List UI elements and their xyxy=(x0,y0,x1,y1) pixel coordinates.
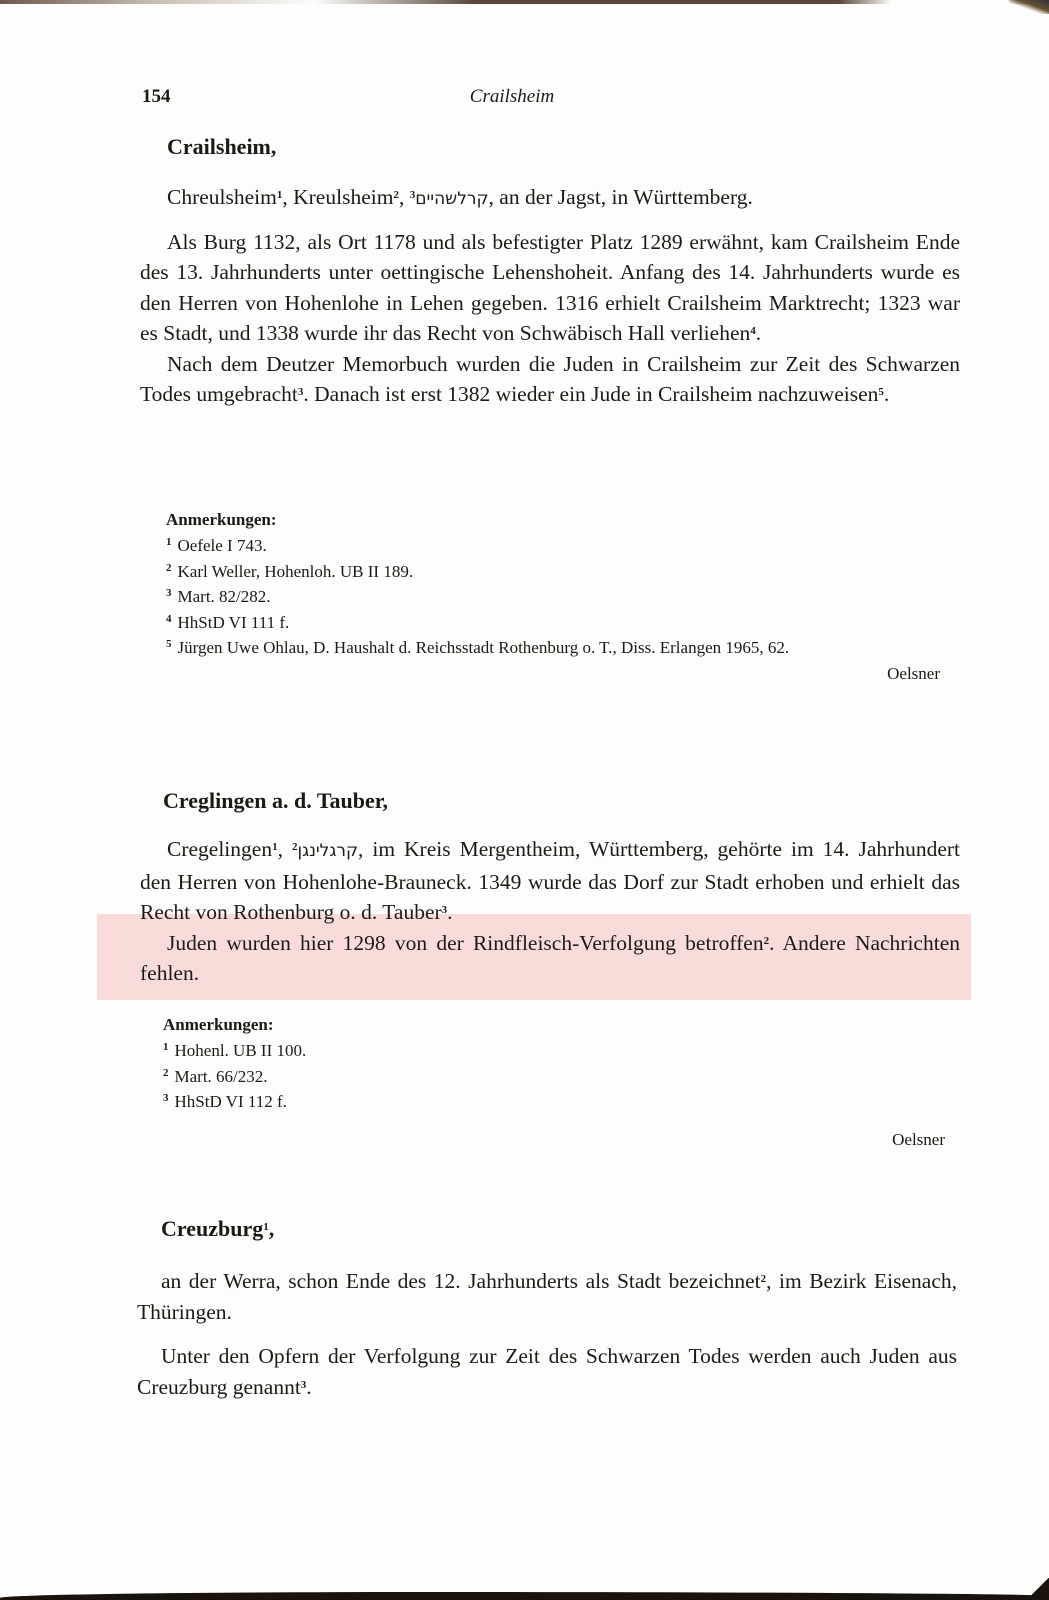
page-bottom-edge xyxy=(0,1592,1049,1600)
page-corner-shadow xyxy=(1009,0,1049,14)
body-paragraph: Cregelingen$^1$, קרגלינגן$^2$ , im Kreis Mergentheim, Württemberg, gehörte im 14. Jahrhundert den Herren von Hohenlohe-Brauneck. 1349 wurde das Dorf zur Stadt erhoben und erhielt das Recht von Rothenburg o. d. Tauber$^3$. xyxy=(140,837,960,924)
author-signature: Oelsner xyxy=(887,663,940,683)
footnote-ref[interactable]: 1 xyxy=(263,1221,269,1233)
entry-intro: Chreulsheim$^1$, Kreulsheim$^2$, קרלשהיים$^3$ , an der Jagst, in Württemberg. xyxy=(167,185,753,209)
note-number: 2 xyxy=(163,1066,169,1079)
note-number: 2 xyxy=(166,561,172,574)
footnote-ref[interactable]: 3 xyxy=(297,386,304,398)
paragraph-text: . Danach ist erst 1382 wieder ein Jude in Crailsheim nachzuweisen xyxy=(303,382,879,406)
entry-heading: Creglingen a. d. Tauber, xyxy=(163,788,388,813)
author-signature: Oelsner xyxy=(892,1129,945,1149)
variant-name: Kreulsheim xyxy=(293,185,394,209)
paragraph-end: . xyxy=(883,382,890,406)
note-item xyxy=(140,610,960,636)
heading-end: , xyxy=(268,1216,275,1241)
footnote-ref[interactable]: 3 xyxy=(300,1378,307,1391)
paragraph-text: Nach dem Deutzer Memorbuch wurden die Juden in Crailsheim zur Zeit des Schwarzen Todes umgebracht xyxy=(140,351,960,406)
note-text: HhStD VI 112 f. xyxy=(174,1092,287,1111)
notes-creglingen xyxy=(140,1012,960,1153)
entry-creuzburg xyxy=(137,1214,957,1402)
note-text: Mart. 66/232. xyxy=(174,1066,268,1086)
paragraph-end: . Andere Nachrichten fehlen. xyxy=(140,930,960,985)
page-corner-shadow xyxy=(1025,1578,1049,1600)
page-top-edge xyxy=(0,0,1049,4)
footnote-ref[interactable]: 3 xyxy=(441,904,448,916)
note-number: 5 xyxy=(166,638,172,650)
notes-title: Anmerkungen: xyxy=(163,1015,274,1034)
note-item xyxy=(140,1038,960,1064)
running-head xyxy=(142,86,942,112)
notes-title: Anmerkungen: xyxy=(166,510,277,529)
variant-name: Chreulsheim xyxy=(167,185,277,209)
note-number: 1 xyxy=(163,1041,169,1053)
paragraph-end: . xyxy=(306,1374,312,1399)
variant-name: Cregelingen xyxy=(167,837,273,861)
note-item xyxy=(140,533,960,559)
note-text: Hohenl. UB II 100. xyxy=(174,1041,307,1060)
heading-text: Creuzburg xyxy=(161,1216,264,1241)
body-paragraph xyxy=(137,1341,957,1402)
note-number: 3 xyxy=(163,1092,169,1104)
paragraph-end: , im Bezirk Eisenach, Thüringen. xyxy=(137,1269,957,1324)
paragraph-text: Juden wurden hier 1298 von der Rindfleisch-Verfolgung betroffen xyxy=(167,930,764,955)
note-number: 3 xyxy=(166,587,172,599)
hebrew-name: קרגלינגן xyxy=(297,841,359,861)
entry-creglingen xyxy=(140,786,960,989)
note-text: Karl Weller, Hohenloh. UB II 189. xyxy=(177,561,414,581)
footnote-ref[interactable]: 5 xyxy=(878,386,884,398)
body-paragraph xyxy=(140,227,960,349)
paragraph-text: Als Burg 1132, als Ort 1178 und als befestigter Platz 1289 erwähnt, kam Crailsheim Ende des 13. Jahrhunderts unter oettingische Lehenshoheit. Anfang des 14. Jahrhunderts wurde es den Herren von Hohenlohe in Lehen gegeben. 1316 erhielt Crailsheim Marktrecht; 1323 war es Stadt, und 1338 wurde ihr das Recht von Schwäbisch Hall verliehen xyxy=(140,229,960,345)
paragraph-text: an der Werra, schon Ende des 12. Jahrhunderts als Stadt bezeichnet xyxy=(161,1269,761,1293)
page-number: 154 xyxy=(142,86,171,107)
footnote-ref[interactable]: 1 xyxy=(272,841,278,853)
body-paragraph xyxy=(140,349,960,410)
note-text: Jürgen Uwe Ohlau, D. Haushalt d. Reichsstadt Rothenburg o. T., Diss. Erlangen 1965, 62. xyxy=(177,638,790,657)
note-text: Mart. 82/282. xyxy=(177,587,271,606)
intro-rest: , an der Jagst, in Württemberg. xyxy=(488,185,753,209)
note-item xyxy=(140,1064,960,1090)
note-item xyxy=(140,1089,960,1115)
footnote-ref[interactable]: 2 xyxy=(760,1273,767,1285)
footnote-ref[interactable]: 1 xyxy=(276,189,283,201)
note-item xyxy=(140,584,960,610)
footnote-ref[interactable]: 2 xyxy=(291,841,298,853)
note-number: 1 xyxy=(166,536,172,548)
paragraph-end: . xyxy=(447,900,453,924)
paragraph-text: Unter den Opfern der Verfolgung zur Zeit des Schwarzen Todes werden auch Juden aus Creuzburg genannt xyxy=(137,1344,957,1399)
highlighted-paragraph xyxy=(140,928,960,989)
paragraph-text: , im Kreis Mergentheim, Württemberg, gehörte im 14. Jahrhundert den Herren von Hohenlohe-Brauneck. 1349 wurde das Dorf zur Stadt erhoben und erhielt das Recht von Rothenburg o. d. Tauber xyxy=(140,837,960,924)
notes-crailsheim xyxy=(140,507,960,687)
hebrew-name: קרלשהיים xyxy=(415,189,489,209)
note-item xyxy=(140,559,960,585)
note-text: Oefele I 743. xyxy=(177,536,267,555)
entry-heading xyxy=(137,1214,957,1244)
footnote-ref[interactable]: 4 xyxy=(750,325,756,337)
paragraph-end: . xyxy=(755,321,762,345)
footnote-ref[interactable]: 2 xyxy=(393,189,399,201)
entry-crailsheim xyxy=(140,132,960,410)
note-item xyxy=(140,635,960,661)
entry-heading: Crailsheim, xyxy=(167,134,277,159)
footnote-ref[interactable]: 3 xyxy=(409,189,416,201)
running-title: Crailsheim xyxy=(469,86,555,107)
note-number: 4 xyxy=(166,612,172,625)
footnote-ref[interactable]: 2 xyxy=(763,934,770,947)
note-text: HhStD VI 111 f. xyxy=(177,612,290,632)
body-paragraph xyxy=(137,1266,957,1327)
